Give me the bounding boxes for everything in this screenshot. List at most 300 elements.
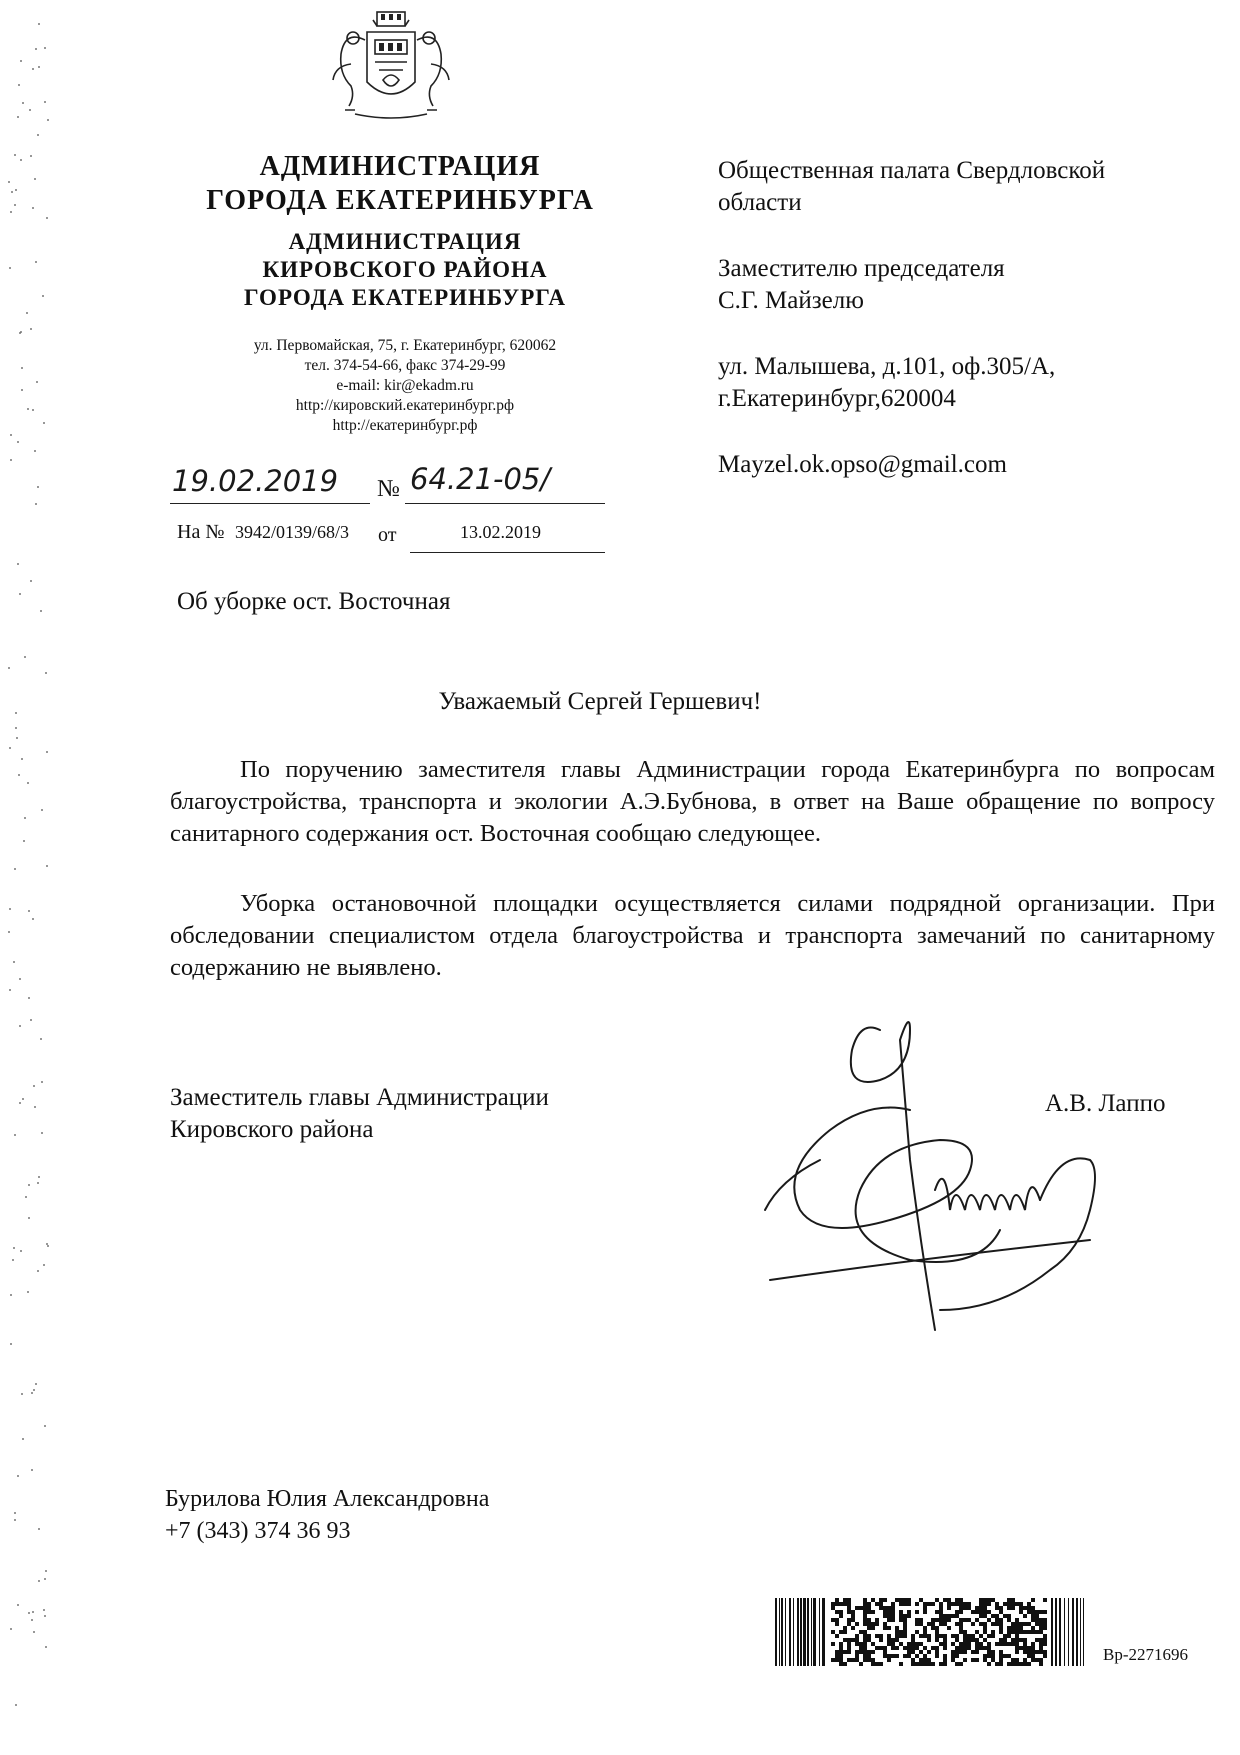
scan-speck (15, 727, 17, 729)
scan-speck (37, 1182, 39, 1184)
barcode-cell (915, 1646, 919, 1650)
barcode-cell (1007, 1626, 1011, 1630)
barcode-cell (919, 1658, 923, 1662)
barcode-cell (955, 1634, 959, 1638)
barcode-cell (887, 1618, 891, 1622)
barcode-bar (775, 1598, 777, 1666)
barcode-cell (967, 1618, 971, 1622)
barcode-cell (839, 1642, 843, 1646)
barcode-cell (947, 1606, 951, 1610)
scan-speck (37, 1270, 39, 1272)
barcode-cell (935, 1634, 939, 1638)
scan-speck (44, 101, 46, 103)
barcode-cell (887, 1610, 891, 1614)
barcode-cell (955, 1610, 959, 1614)
barcode-cell (1015, 1626, 1019, 1630)
scan-speck (27, 1291, 29, 1293)
barcode-cell (1035, 1638, 1039, 1642)
scan-speck (47, 1245, 49, 1247)
scan-speck (40, 1038, 42, 1040)
barcode-cell (1007, 1606, 1011, 1610)
signatory-name: А.В. Лаппо (1045, 1090, 1166, 1117)
barcode-cell (855, 1638, 859, 1642)
barcode-cell (863, 1650, 867, 1654)
barcode-cell (1003, 1602, 1007, 1606)
barcode-cell (975, 1606, 979, 1610)
barcode-cell (999, 1662, 1003, 1666)
scan-speck (35, 1383, 37, 1385)
barcode-cell (903, 1602, 907, 1606)
barcode-cell (1043, 1626, 1047, 1630)
barcode-cell (1015, 1658, 1019, 1662)
barcode-cell (915, 1602, 919, 1606)
barcode-cell (923, 1606, 927, 1610)
barcode-cell (1039, 1610, 1043, 1614)
barcode-cell (1023, 1606, 1027, 1610)
issuer-organization (150, 150, 650, 218)
recipient-position: Заместителю председателя (718, 255, 1005, 282)
barcode-cell (939, 1614, 943, 1618)
scan-speck (32, 207, 34, 209)
barcode-cell (983, 1606, 987, 1610)
issuer-line-2: ГОРОДА ЕКАТЕРИНБУРГА (206, 185, 594, 216)
scan-speck (32, 918, 34, 920)
barcode-cell (875, 1662, 879, 1666)
barcode-cell (931, 1626, 935, 1630)
recipient-block (718, 155, 1198, 481)
barcode-cell (911, 1646, 915, 1650)
barcode-cell (995, 1618, 999, 1622)
scan-speck (9, 908, 11, 910)
barcode-cell (1019, 1646, 1023, 1650)
barcode-cell (1023, 1662, 1027, 1666)
barcode-cell (855, 1642, 859, 1646)
barcode-cell (955, 1638, 959, 1642)
barcode-bar (813, 1598, 816, 1666)
barcode-bar (811, 1598, 812, 1666)
barcode-cell (871, 1622, 875, 1626)
barcode-cell (871, 1662, 875, 1666)
barcode-cell (883, 1606, 887, 1610)
barcode-bar (822, 1598, 825, 1666)
scan-speck (33, 1389, 35, 1391)
barcode-bar (1051, 1598, 1053, 1666)
barcode-cell (887, 1614, 891, 1618)
scan-speck (21, 367, 23, 369)
barcode-cell (911, 1642, 915, 1646)
barcode-cell (1011, 1626, 1015, 1630)
scan-speck (8, 667, 10, 669)
scan-speck (10, 211, 12, 213)
barcode-cell (987, 1610, 991, 1614)
barcode-cell (835, 1622, 839, 1626)
barcode-cell (939, 1662, 943, 1666)
barcode-cell (959, 1610, 963, 1614)
signatory-title-line-2: Кировского района (170, 1116, 374, 1143)
barcode-bar (800, 1598, 802, 1666)
scan-speck (19, 332, 21, 334)
barcode-cell (1003, 1614, 1007, 1618)
scan-speck (20, 159, 22, 161)
barcode-cell (967, 1634, 971, 1638)
barcode-cell (935, 1638, 939, 1642)
reply-date-underline (410, 552, 605, 553)
barcode-cell (979, 1622, 983, 1626)
body-paragraph-1: По поручению заместителя главы Администрации города Екатеринбурга по вопросам благоустройства, транспорта и экологии А.Э.Бубнова, в ответ на Ваше обращение по вопросу санитарного содержания ост. Восточная сообщаю следующее. (170, 756, 1215, 847)
barcode-cell (927, 1638, 931, 1642)
barcode-cell (1011, 1622, 1015, 1626)
letter-subject: Об уборке ост. Восточная (177, 588, 451, 615)
barcode-cell (919, 1618, 923, 1622)
barcode-cell (907, 1602, 911, 1606)
barcode-cell (963, 1646, 967, 1650)
barcode-cell (1007, 1630, 1011, 1634)
barcode-cell (963, 1606, 967, 1610)
signatory-title (170, 1082, 549, 1146)
barcode-cell (1011, 1630, 1015, 1634)
sub-line-1: АДМИНИСТРАЦИЯ (288, 229, 522, 254)
barcode-cell (1039, 1650, 1043, 1654)
barcode-cell (975, 1630, 979, 1634)
barcode-cell (991, 1622, 995, 1626)
barcode-cell (955, 1614, 959, 1618)
from-label: от (378, 524, 397, 546)
issuer-site-1: http://кировский.екатеринбург.рф (295, 397, 515, 414)
barcode-cell (959, 1642, 963, 1646)
salutation: Уважаемый Сергей Гершевич! (438, 688, 762, 715)
registration-date: 19.02.2019 (172, 464, 339, 498)
barcode-cell (915, 1610, 919, 1614)
barcode-cell (955, 1654, 959, 1658)
barcode-cell (923, 1610, 927, 1614)
barcode-cell (1043, 1650, 1047, 1654)
barcode-cell (939, 1642, 943, 1646)
scan-speck (16, 737, 18, 739)
barcode-cell (871, 1626, 875, 1630)
barcode-cell (939, 1618, 943, 1622)
barcode-cell (963, 1602, 967, 1606)
barcode-cell (863, 1618, 867, 1622)
barcode-cell (891, 1610, 895, 1614)
date-underline (170, 503, 370, 504)
barcode-cell (895, 1630, 899, 1634)
barcode-cell (967, 1606, 971, 1610)
scan-speck (28, 1612, 30, 1614)
barcode-cell (923, 1658, 927, 1662)
scan-speck (46, 751, 48, 753)
barcode-cell (1027, 1602, 1031, 1606)
barcode-cell (883, 1622, 887, 1626)
scan-speck (32, 1611, 34, 1613)
recipient-name: С.Г. Майзелю (718, 287, 864, 314)
barcode-cell (1035, 1622, 1039, 1626)
scan-speck (35, 261, 37, 263)
barcode-cell (911, 1662, 915, 1666)
barcode-cell (935, 1650, 939, 1654)
scan-speck (13, 1247, 15, 1249)
scan-speck (30, 155, 32, 157)
barcode-cell (835, 1654, 839, 1658)
barcode-cell (847, 1598, 851, 1602)
scan-speck (31, 1469, 33, 1471)
scan-speck (42, 295, 44, 297)
barcode-cell (863, 1614, 867, 1618)
barcode-cell (875, 1618, 879, 1622)
barcode-cell (955, 1650, 959, 1654)
barcode-bar (803, 1598, 806, 1666)
barcode-cell (903, 1598, 907, 1602)
barcode-cell (943, 1634, 947, 1638)
barcode-cell (879, 1638, 883, 1642)
barcode-cell (891, 1602, 895, 1606)
executor-name: Бурилова Юлия Александровна (165, 1486, 490, 1512)
barcode-cell (943, 1614, 947, 1618)
barcode-cell (1023, 1614, 1027, 1618)
scan-speck (10, 459, 12, 461)
barcode-cell (855, 1658, 859, 1662)
barcode-cell (899, 1618, 903, 1622)
barcode-cell (1007, 1662, 1011, 1666)
barcode-cell (999, 1638, 1003, 1642)
number-label: № (377, 476, 400, 502)
barcode-cell (1023, 1642, 1027, 1646)
scan-speck (43, 1264, 45, 1266)
barcode-cell (1039, 1658, 1043, 1662)
barcode-cell (1023, 1622, 1027, 1626)
barcode-bar (781, 1598, 783, 1666)
barcode-cell (955, 1622, 959, 1626)
scan-speck (45, 1646, 47, 1648)
scan-speck (8, 931, 10, 933)
barcode-cell (911, 1634, 915, 1638)
barcode-cell (1031, 1614, 1035, 1618)
scan-speck (34, 450, 36, 452)
registration-number: 64.21-05/ (410, 462, 551, 496)
scan-speck (9, 267, 11, 269)
sub-line-2: КИРОВСКОГО РАЙОНА (262, 257, 548, 282)
scan-speck (44, 1578, 46, 1580)
scan-speck (18, 774, 20, 776)
barcode-bar (1076, 1598, 1078, 1666)
barcode-bar (1080, 1598, 1081, 1666)
barcode-bar (1083, 1598, 1084, 1666)
scan-speck (28, 1217, 30, 1219)
barcode-cell (911, 1658, 915, 1662)
document-barcode (775, 1598, 1087, 1666)
barcode-cell (1043, 1642, 1047, 1646)
barcode-cell (1035, 1614, 1039, 1618)
barcode-cell (1003, 1654, 1007, 1658)
recipient-address-line-2: г.Екатеринбург,620004 (718, 385, 956, 412)
barcode-cell (923, 1630, 927, 1634)
scan-speck (13, 961, 15, 963)
barcode-cell (1035, 1650, 1039, 1654)
barcode-cell (855, 1622, 859, 1626)
barcode-cell (975, 1658, 979, 1662)
scan-speck (27, 782, 29, 784)
barcode-cell (839, 1654, 843, 1658)
barcode-cell (847, 1646, 851, 1650)
scan-speck (27, 408, 29, 410)
scan-speck (17, 441, 19, 443)
barcode-cell (1007, 1634, 1011, 1638)
barcode-cell (951, 1654, 955, 1658)
barcode-cell (851, 1610, 855, 1614)
barcode-cell (839, 1646, 843, 1650)
issuer-suborganization (170, 228, 640, 312)
barcode-cell (951, 1602, 955, 1606)
barcode-cell (923, 1662, 927, 1666)
barcode-bar (793, 1598, 794, 1666)
barcode-cell (1011, 1642, 1015, 1646)
barcode-cell (927, 1650, 931, 1654)
barcode-cell (1015, 1602, 1019, 1606)
scan-speck (22, 1098, 24, 1100)
barcode-cell (831, 1602, 835, 1606)
barcode-cell (859, 1630, 863, 1634)
barcode-cell (963, 1642, 967, 1646)
barcode-cell (983, 1654, 987, 1658)
barcode-cell (951, 1650, 955, 1654)
barcode-cell (839, 1658, 843, 1662)
barcode-cell (935, 1598, 939, 1602)
scan-speck (28, 910, 30, 912)
barcode-cell (1031, 1626, 1035, 1630)
barcode-cell (927, 1634, 931, 1638)
barcode-cell (1023, 1650, 1027, 1654)
scan-speck (38, 1176, 40, 1178)
barcode-cell (1031, 1610, 1035, 1614)
barcode-cell (1003, 1642, 1007, 1646)
barcode-cell (863, 1634, 867, 1638)
barcode-cell (983, 1626, 987, 1630)
barcode-cell (891, 1642, 895, 1646)
barcode-cell (939, 1622, 943, 1626)
barcode-cell (863, 1610, 867, 1614)
barcode-cell (979, 1598, 983, 1602)
barcode-cell (959, 1622, 963, 1626)
scan-speck (18, 84, 20, 86)
scan-speck (14, 1519, 16, 1521)
barcode-cell (983, 1630, 987, 1634)
barcode-cell (847, 1650, 851, 1654)
barcode-cell (959, 1646, 963, 1650)
barcode-cell (1003, 1634, 1007, 1638)
barcode-cell (839, 1650, 843, 1654)
barcode-cell (935, 1654, 939, 1658)
barcode-cell (1019, 1630, 1023, 1634)
barcode-cell (847, 1618, 851, 1622)
barcode-bar (1068, 1598, 1069, 1666)
scan-speck (14, 1512, 16, 1514)
barcode-cell (991, 1658, 995, 1662)
recipient-email: Mayzel.ok.opso@gmail.com (718, 451, 1007, 478)
barcode-cell (851, 1658, 855, 1662)
barcode-cell (895, 1654, 899, 1658)
barcode-cell (999, 1654, 1003, 1658)
barcode-cell (955, 1598, 959, 1602)
barcode-cell (931, 1602, 935, 1606)
barcode-cell (887, 1626, 891, 1630)
barcode-cell (935, 1630, 939, 1634)
barcode-cell (1011, 1598, 1015, 1602)
barcode-cell (923, 1602, 927, 1606)
scan-speck (19, 978, 21, 980)
barcode-cell (959, 1650, 963, 1654)
scan-speck (24, 817, 26, 819)
barcode-cell (1031, 1606, 1035, 1610)
scan-speck (30, 1019, 32, 1021)
barcode-cell (847, 1602, 851, 1606)
scan-speck (43, 1609, 45, 1611)
scan-speck (10, 1343, 12, 1345)
scan-speck (35, 48, 37, 50)
barcode-cell (915, 1662, 919, 1666)
barcode-cell (851, 1626, 855, 1630)
scan-speck (36, 381, 38, 383)
scan-speck (46, 865, 48, 867)
barcode-cell (959, 1662, 963, 1666)
barcode-cell (1019, 1606, 1023, 1610)
barcode-cell (939, 1610, 943, 1614)
barcode-cell (883, 1614, 887, 1618)
barcode-cell (947, 1602, 951, 1606)
barcode-cell (871, 1658, 875, 1662)
scan-speck (21, 758, 23, 760)
barcode-cell (1031, 1618, 1035, 1622)
barcode-cell (879, 1598, 883, 1602)
barcode-cell (867, 1606, 871, 1610)
scan-speck (35, 503, 37, 505)
barcode-cell (1015, 1622, 1019, 1626)
barcode-cell (871, 1598, 875, 1602)
barcode-cell (843, 1650, 847, 1654)
barcode-cell (947, 1626, 951, 1630)
barcode-cell (855, 1654, 859, 1658)
barcode-cell (975, 1646, 979, 1650)
barcode-cell (839, 1610, 843, 1614)
barcode-cell (983, 1622, 987, 1626)
barcode-cell (899, 1614, 903, 1618)
scan-speck (43, 422, 45, 424)
barcode-cell (923, 1646, 927, 1650)
barcode-cell (959, 1606, 963, 1610)
barcode-cell (839, 1602, 843, 1606)
barcode-cell (983, 1598, 987, 1602)
barcode-cell (959, 1598, 963, 1602)
barcode-cell (915, 1618, 919, 1622)
sub-line-3: ГОРОДА ЕКАТЕРИНБУРГА (244, 285, 566, 310)
barcode-cell (891, 1646, 895, 1650)
barcode-cell (951, 1614, 955, 1618)
scan-speck (15, 189, 17, 191)
reply-to-number: 3942/0139/68/3 (235, 522, 350, 542)
scan-speck (12, 1259, 14, 1261)
barcode-cell (927, 1622, 931, 1626)
scan-speck (22, 102, 24, 104)
barcode-cell (991, 1634, 995, 1638)
scan-speck (45, 1570, 47, 1572)
barcode-cell (863, 1598, 867, 1602)
barcode-cell (887, 1638, 891, 1642)
barcode-cell (919, 1598, 923, 1602)
barcode-cell (867, 1610, 871, 1614)
barcode-cell (943, 1662, 947, 1666)
barcode-cell (999, 1626, 1003, 1630)
barcode-cell (923, 1654, 927, 1658)
scan-speck (9, 989, 11, 991)
barcode-cell (883, 1610, 887, 1614)
